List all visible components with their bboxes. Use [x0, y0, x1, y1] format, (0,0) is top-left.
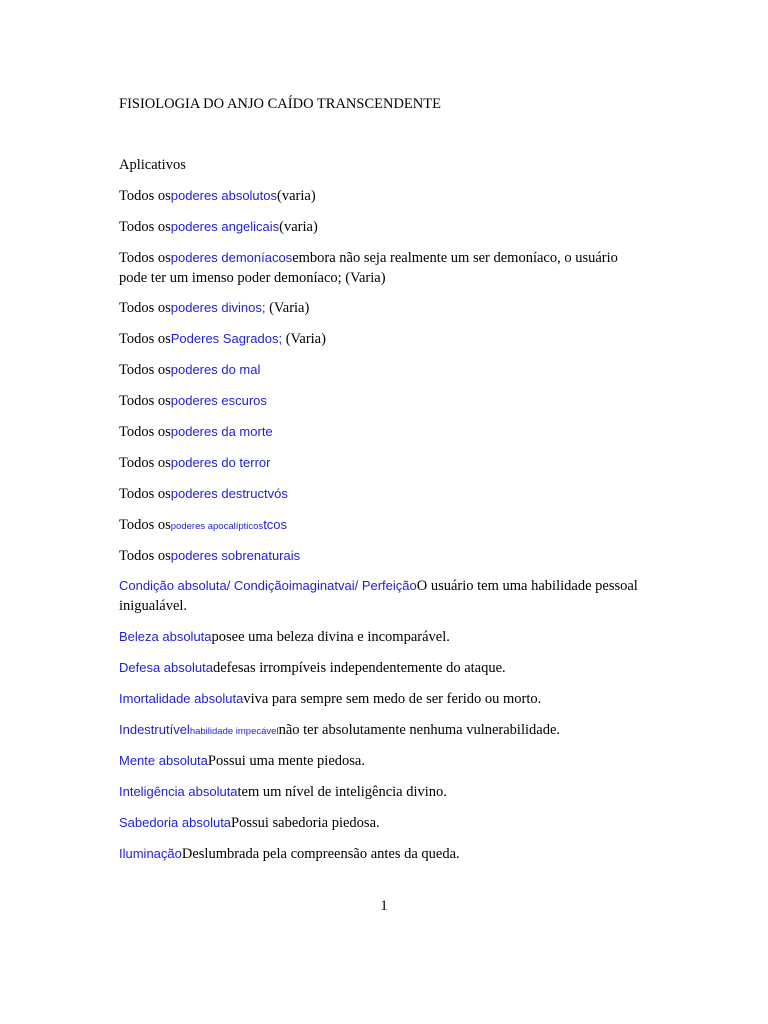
item-prefix: Todos os: [119, 300, 171, 316]
list-item: [119, 484, 639, 504]
item-link[interactable]: poderes angelicais: [170, 219, 280, 234]
list-item: [119, 391, 639, 411]
list-item: [119, 360, 639, 380]
item-link[interactable]: Iluminação: [119, 846, 182, 861]
item-prefix: Todos os: [119, 331, 171, 347]
item-text: não ter absolutamente nenhuma vulnerabilidade.: [278, 722, 561, 738]
item-text: Deslumbrada pela compreensão antes da queda.: [181, 846, 460, 862]
item-text: Possui uma mente piedosa.: [207, 753, 365, 769]
list-item: [119, 751, 639, 771]
item-link[interactable]: tcos: [263, 517, 288, 532]
page-number: 1: [380, 898, 388, 914]
item-link[interactable]: poderes absolutos: [170, 188, 278, 203]
list-item: [119, 329, 639, 349]
list-item: [119, 546, 639, 566]
item-link[interactable]: Sabedoria absoluta: [119, 815, 232, 830]
item-text: embora não seja realmente um ser demoníaco, o usuário pode ter um imenso poder demoníaco; (Varia): [119, 250, 618, 286]
item-text: tem um nível de inteligência divino.: [237, 784, 447, 800]
list-item: [119, 658, 639, 678]
item-text: defesas irrompíveis independentemente do ataque.: [212, 660, 506, 676]
list-item: [119, 422, 639, 442]
item-text: (Varia): [282, 331, 326, 347]
item-prefix: Todos os: [119, 455, 171, 471]
list-item: [119, 453, 639, 473]
item-prefix: Todos os: [119, 250, 171, 266]
list-item: [119, 186, 639, 206]
item-prefix: Todos os: [119, 548, 171, 564]
list-item: [119, 813, 639, 833]
item-link[interactable]: poderes escuros: [170, 393, 267, 408]
list-item: [119, 248, 639, 288]
item-prefix: Todos os: [119, 362, 171, 378]
item-text: O usuário tem uma habilidade pessoal inigualável.: [119, 578, 638, 614]
item-link[interactable]: poderes divinos;: [170, 300, 266, 315]
item-prefix: Todos os: [119, 517, 171, 533]
list-item: [119, 576, 639, 616]
item-link[interactable]: poderes destructvós: [170, 486, 288, 501]
item-prefix: Todos os: [119, 424, 171, 440]
item-link[interactable]: poderes demoníacos: [170, 250, 293, 265]
item-link[interactable]: Condição absoluta/ Condiçãoimaginatvai/ Perfeição: [119, 578, 417, 593]
item-link[interactable]: Inteligência absoluta: [119, 784, 238, 799]
item-link[interactable]: Imortalidade absoluta: [119, 691, 244, 706]
item-text: viva para sempre sem medo de ser ferido ou morto.: [243, 691, 542, 707]
item-link-small[interactable]: habilidade impecável: [189, 726, 279, 737]
section-heading: Aplicativos: [119, 157, 186, 173]
item-link[interactable]: Indestrutível: [119, 722, 190, 737]
item-link[interactable]: poderes do mal: [170, 362, 261, 377]
item-link[interactable]: poderes do terror: [170, 455, 271, 470]
item-prefix: Todos os: [119, 486, 171, 502]
list-item: [119, 515, 639, 537]
item-prefix: Todos os: [119, 188, 171, 204]
item-text: (Varia): [265, 300, 310, 316]
item-link[interactable]: Poderes Sagrados;: [170, 331, 283, 346]
item-link-small[interactable]: poderes apocalípticos: [170, 521, 264, 532]
list-item: [119, 627, 639, 647]
list-item: [119, 689, 639, 709]
item-text: (varia): [279, 219, 318, 235]
list-item: [119, 217, 639, 237]
list-item: [119, 782, 639, 802]
item-link[interactable]: Defesa absoluta: [119, 660, 213, 675]
item-text: (varia): [277, 188, 316, 204]
list-item: [119, 720, 639, 742]
item-link[interactable]: poderes da morte: [170, 424, 273, 439]
item-text: Possui sabedoria piedosa.: [231, 815, 380, 831]
document-title: FISIOLOGIA DO ANJO CAÍDO TRANSCENDENTE: [119, 96, 441, 112]
item-prefix: Todos os: [119, 393, 171, 409]
item-link[interactable]: poderes sobrenaturais: [170, 548, 301, 563]
item-link[interactable]: Beleza absoluta: [119, 629, 212, 644]
list-item: [119, 298, 639, 318]
item-link[interactable]: Mente absoluta: [119, 753, 208, 768]
item-prefix: Todos os: [119, 219, 171, 235]
list-item: [119, 844, 639, 864]
item-text: posee uma beleza divina e incomparável.: [211, 629, 450, 645]
